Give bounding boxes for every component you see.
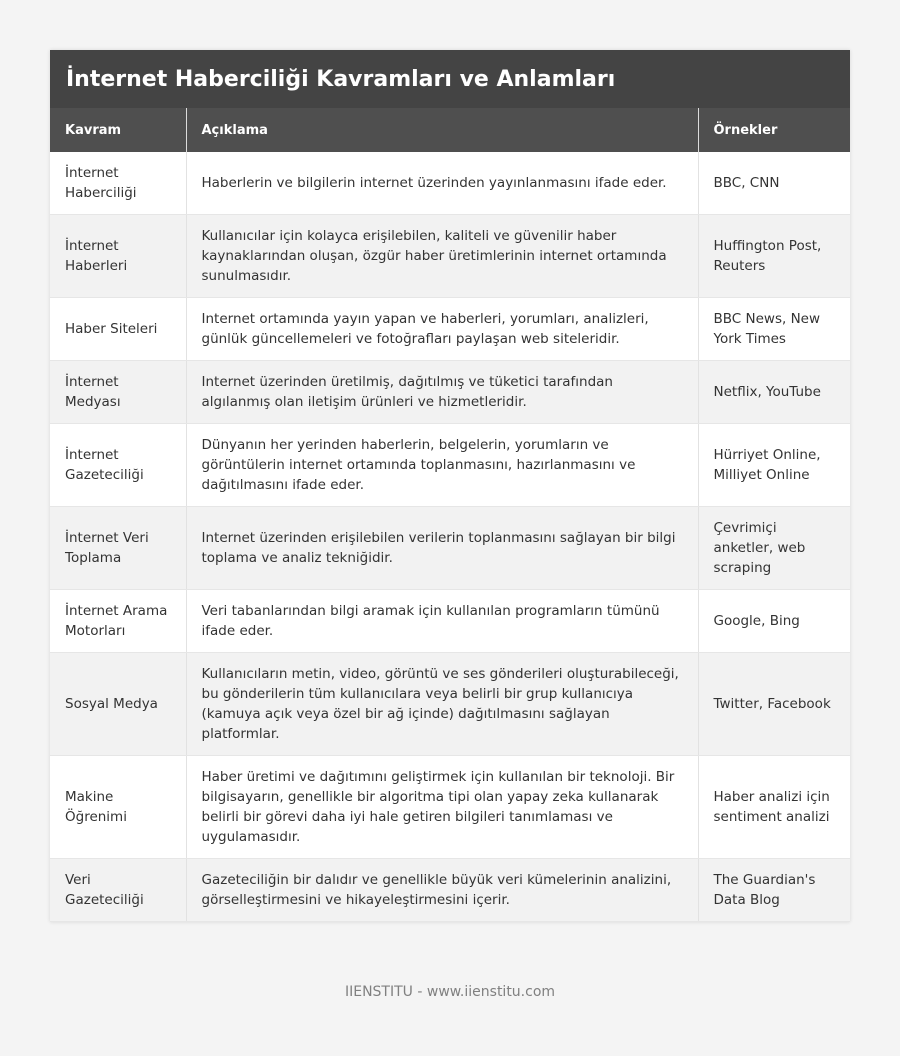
cell-description: Dünyanın her yerinden haberlerin, belgelerin, yorumların ve görüntülerin internet ortamında toplanmasını, hazırlanmasını ve dağıtılmasını ifade eder.	[186, 424, 698, 507]
cell-examples: Huffington Post, Reuters	[698, 215, 850, 298]
cell-examples: Twitter, Facebook	[698, 653, 850, 756]
table-row	[50, 152, 850, 215]
cell-term: Makine Öğrenimi	[50, 756, 186, 859]
cell-term: İnternet Arama Motorları	[50, 590, 186, 653]
cell-examples: BBC, CNN	[698, 152, 850, 215]
table-row	[50, 215, 850, 298]
table-row	[50, 424, 850, 507]
cell-description: Internet üzerinden erişilebilen verilerin toplanmasını sağlayan bir bilgi toplama ve analiz tekniğidir.	[186, 507, 698, 590]
cell-description: Haberlerin ve bilgilerin internet üzerinden yayınlanmasını ifade eder.	[186, 152, 698, 215]
cell-description: Internet üzerinden üretilmiş, dağıtılmış ve tüketici tarafından algılanmış olan iletişim ürünleri ve hizmetleridir.	[186, 361, 698, 424]
concepts-table-card	[50, 50, 850, 922]
cell-term: Sosyal Medya	[50, 653, 186, 756]
cell-description: Veri tabanlarından bilgi aramak için kullanılan programların tümünü ifade eder.	[186, 590, 698, 653]
cell-term: İnternet Haberleri	[50, 215, 186, 298]
cell-examples: Çevrimiçi anketler, web scraping	[698, 507, 850, 590]
column-header-description: Açıklama	[186, 108, 698, 152]
cell-examples: Haber analizi için sentiment analizi	[698, 756, 850, 859]
table-row	[50, 361, 850, 424]
table-row	[50, 859, 850, 922]
cell-term: Haber Siteleri	[50, 298, 186, 361]
table-row	[50, 590, 850, 653]
concepts-table	[50, 108, 850, 922]
table-header-row	[50, 108, 850, 152]
cell-examples: Netflix, YouTube	[698, 361, 850, 424]
table-row	[50, 756, 850, 859]
table-title: İnternet Haberciliği Kavramları ve Anlamları	[50, 50, 850, 108]
cell-term: İnternet Haberciliği	[50, 152, 186, 215]
cell-description: Internet ortamında yayın yapan ve haberleri, yorumları, analizleri, günlük güncellemeleri ve fotoğrafları paylaşan web siteleridir.	[186, 298, 698, 361]
cell-examples: Google, Bing	[698, 590, 850, 653]
table-row	[50, 507, 850, 590]
table-row	[50, 298, 850, 361]
cell-term: İnternet Medyası	[50, 361, 186, 424]
cell-term: İnternet Gazeteciliği	[50, 424, 186, 507]
column-header-term: Kavram	[50, 108, 186, 152]
cell-examples: BBC News, New York Times	[698, 298, 850, 361]
cell-description: Kullanıcılar için kolayca erişilebilen, kaliteli ve güvenilir haber kaynaklarından oluşan, özgür haber üretimlerinin internet ortamında sunulmasıdır.	[186, 215, 698, 298]
cell-examples: Hürriyet Online, Milliyet Online	[698, 424, 850, 507]
cell-description: Gazeteciliğin bir dalıdır ve genellikle büyük veri kümelerinin analizini, görselleştirmesini ve hikayeleştirmesini içerir.	[186, 859, 698, 922]
cell-examples: The Guardian's Data Blog	[698, 859, 850, 922]
cell-description: Haber üretimi ve dağıtımını geliştirmek için kullanılan bir teknoloji. Bir bilgisayarın, genellikle bir algoritma tipi olan yapay zeka kullanarak belirli bir görevi daha iyi hale getiren bilgileri tanımlaması ve uygulamasıdır.	[186, 756, 698, 859]
cell-description: Kullanıcıların metin, video, görüntü ve ses gönderileri oluşturabileceği, bu gönderilerin tüm kullanıcılara veya belirli bir grup kullanıcıya (kamuya açık veya özel bir ağ içinde) dağıtılmasını sağlayan platformlar.	[186, 653, 698, 756]
column-header-examples: Örnekler	[698, 108, 850, 152]
footer-credit: IIENSTITU - www.iienstitu.com	[344, 984, 556, 1000]
cell-term: Veri Gazeteciliği	[50, 859, 186, 922]
table-row	[50, 653, 850, 756]
cell-term: İnternet Veri Toplama	[50, 507, 186, 590]
